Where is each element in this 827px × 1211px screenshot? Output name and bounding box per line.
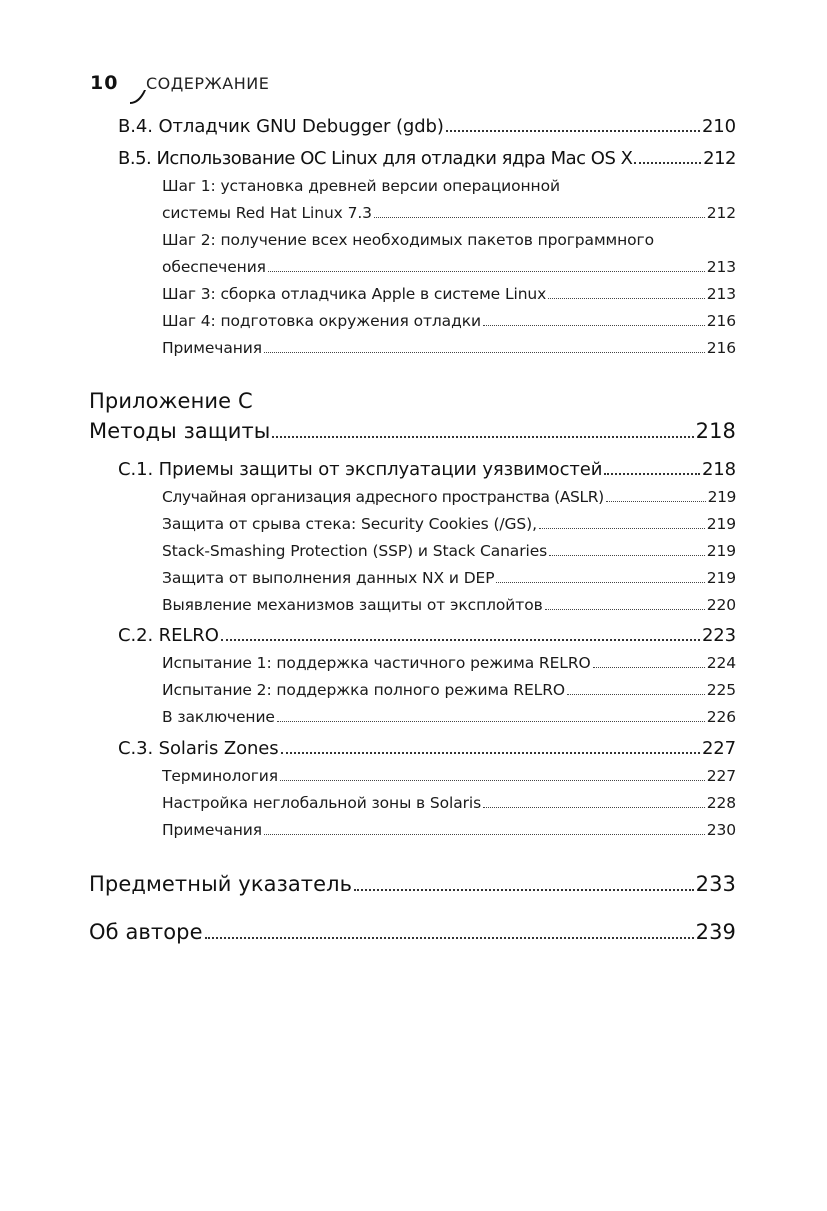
toc-entry-page: 219 — [706, 542, 736, 560]
toc-entry-b5-step1[interactable] — [162, 204, 736, 222]
toc-entry-title: C.2. RELRO — [118, 625, 219, 646]
toc-entry-b5[interactable] — [118, 148, 736, 169]
toc-entry-page: 220 — [706, 596, 736, 614]
dot-leader — [604, 473, 700, 475]
toc-entry-index[interactable] — [89, 872, 736, 896]
appendix-c-label: Приложение C — [89, 389, 253, 413]
toc-entry-page: 226 — [706, 708, 736, 726]
toc-entry-page: 230 — [706, 821, 736, 839]
toc-entry-title: Stack-Smashing Protection (SSP) и Stack Canaries — [162, 542, 548, 560]
dot-leader — [268, 271, 705, 272]
toc-entry-b5-step4[interactable] — [162, 312, 736, 330]
toc-entry-page: 227 — [701, 738, 736, 759]
dot-leader — [545, 609, 705, 610]
toc-entry-page: 227 — [706, 767, 736, 785]
toc-entry-c1[interactable] — [118, 459, 736, 480]
dot-leader — [354, 889, 693, 891]
toc-entry-c1-gs[interactable] — [162, 515, 736, 533]
toc-entry-title: Испытание 1: поддержка частичного режима RELRO — [162, 654, 591, 672]
toc-entry-title: Шаг 3: сборка отладчика Apple в системе Linux — [162, 285, 547, 303]
dot-leader — [264, 352, 705, 353]
toc-entry-title: Настройка неглобальной зоны в Solaris — [162, 794, 482, 812]
toc-entry-page: 212 — [706, 204, 736, 222]
toc-entry-page: 216 — [706, 339, 736, 357]
toc-entry-c1-nx[interactable] — [162, 569, 736, 587]
toc-entry-c2-conclusion[interactable] — [162, 708, 736, 726]
running-title: СОДЕРЖАНИЕ — [146, 74, 270, 93]
toc-entry-title: Примечания — [162, 339, 262, 357]
toc-entry-page: 225 — [706, 681, 736, 699]
toc-entry-page: 219 — [707, 488, 736, 506]
toc-entry-title: Защита от выполнения данных NX и DEP — [162, 569, 495, 587]
toc-entry-title: Защита от срыва стека: Security Cookies (/GS), — [162, 515, 537, 533]
dot-leader — [549, 555, 705, 556]
toc-entry-c1-aslr[interactable] — [162, 488, 736, 506]
toc-entry-b5-step1-line1: Шаг 1: установка древней версии операционной — [162, 177, 560, 195]
dot-leader — [272, 436, 693, 438]
toc-entry-page: 216 — [706, 312, 736, 330]
toc-entry-c3[interactable] — [118, 738, 736, 759]
toc-entry-page: 218 — [701, 459, 736, 480]
toc-entry-page: 213 — [706, 258, 736, 276]
toc-entry-title: B.5. Использование ОС Linux для отладки ядра Mac OS X — [118, 148, 633, 169]
toc-entry-title: Случайная организация адресного пространства (ASLR) — [162, 488, 604, 506]
dot-leader — [483, 325, 705, 326]
dot-leader — [593, 667, 705, 668]
dot-leader — [539, 528, 705, 529]
toc-entry-title: В заключение — [162, 708, 275, 726]
toc-entry-b5-step2-line1: Шаг 2: получение всех необходимых пакетов программного — [162, 231, 654, 249]
toc-entry-page: 213 — [706, 285, 736, 303]
toc-entry-c3-terms[interactable] — [162, 767, 736, 785]
dot-leader — [374, 217, 705, 218]
toc-entry-title: Выявление механизмов защиты от эксплойтов — [162, 596, 543, 614]
toc-entry-b4[interactable] — [118, 116, 736, 137]
toc-entry-page: 233 — [695, 872, 736, 896]
dot-leader — [280, 780, 705, 781]
dot-leader — [606, 501, 706, 502]
toc-entry-page: 210 — [701, 116, 736, 137]
toc-entry-title: обеспечения — [162, 258, 266, 276]
toc-entry-title: Методы защиты — [89, 419, 271, 443]
toc-entry-title: Примечания — [162, 821, 262, 839]
toc-entry-title: C.1. Приемы защиты от эксплуатации уязвимостей — [118, 459, 603, 480]
toc-entry-title: B.4. Отладчик GNU Debugger (gdb) — [118, 116, 444, 137]
dot-leader — [548, 298, 704, 299]
toc-entry-title: Шаг 4: подготовка окружения отладки — [162, 312, 481, 330]
toc-entry-c3-notes[interactable] — [162, 821, 736, 839]
dot-leader — [264, 834, 705, 835]
toc-entry-page: 218 — [695, 419, 736, 443]
toc-entry-page: 223 — [701, 625, 736, 646]
toc-entry-c2-test2[interactable] — [162, 681, 736, 699]
dot-leader — [634, 162, 701, 164]
dot-leader — [567, 694, 705, 695]
dot-leader — [496, 582, 704, 583]
toc-entry-page: 219 — [706, 569, 736, 587]
toc-entry-c1-detect[interactable] — [162, 596, 736, 614]
toc-entry-c2[interactable] — [118, 625, 736, 646]
toc-entry-title: системы Red Hat Linux 7.3 — [162, 204, 372, 222]
page-number: 10 — [90, 72, 119, 94]
toc-entry-c1-ssp[interactable] — [162, 542, 736, 560]
toc-entry-page: 219 — [706, 515, 736, 533]
dot-leader — [446, 130, 700, 132]
dot-leader — [205, 937, 694, 939]
toc-entry-c3-setup[interactable] — [162, 794, 736, 812]
toc-entry-page: 212 — [703, 148, 736, 169]
toc-entry-title: C.3. Solaris Zones — [118, 738, 279, 759]
toc-entry-title: Предметный указатель — [89, 872, 353, 896]
dot-leader — [221, 639, 700, 641]
toc-entry-title: Испытание 2: поддержка полного режима RELRO — [162, 681, 565, 699]
toc-entry-c2-test1[interactable] — [162, 654, 736, 672]
toc-entry-page: 228 — [706, 794, 736, 812]
dot-leader — [281, 752, 700, 754]
toc-entry-about[interactable] — [89, 920, 736, 944]
toc-entry-title: Об авторе — [89, 920, 203, 944]
dot-leader — [277, 721, 705, 722]
toc-entry-appendix-c[interactable] — [89, 419, 736, 443]
toc-entry-title: Терминология — [162, 767, 278, 785]
toc-entry-b5-step3[interactable] — [162, 285, 736, 303]
toc-entry-b5-step2[interactable] — [162, 258, 736, 276]
toc-entry-page: 224 — [706, 654, 736, 672]
toc-entry-b5-notes[interactable] — [162, 339, 736, 357]
toc-entry-page: 239 — [695, 920, 736, 944]
dot-leader — [483, 807, 705, 808]
